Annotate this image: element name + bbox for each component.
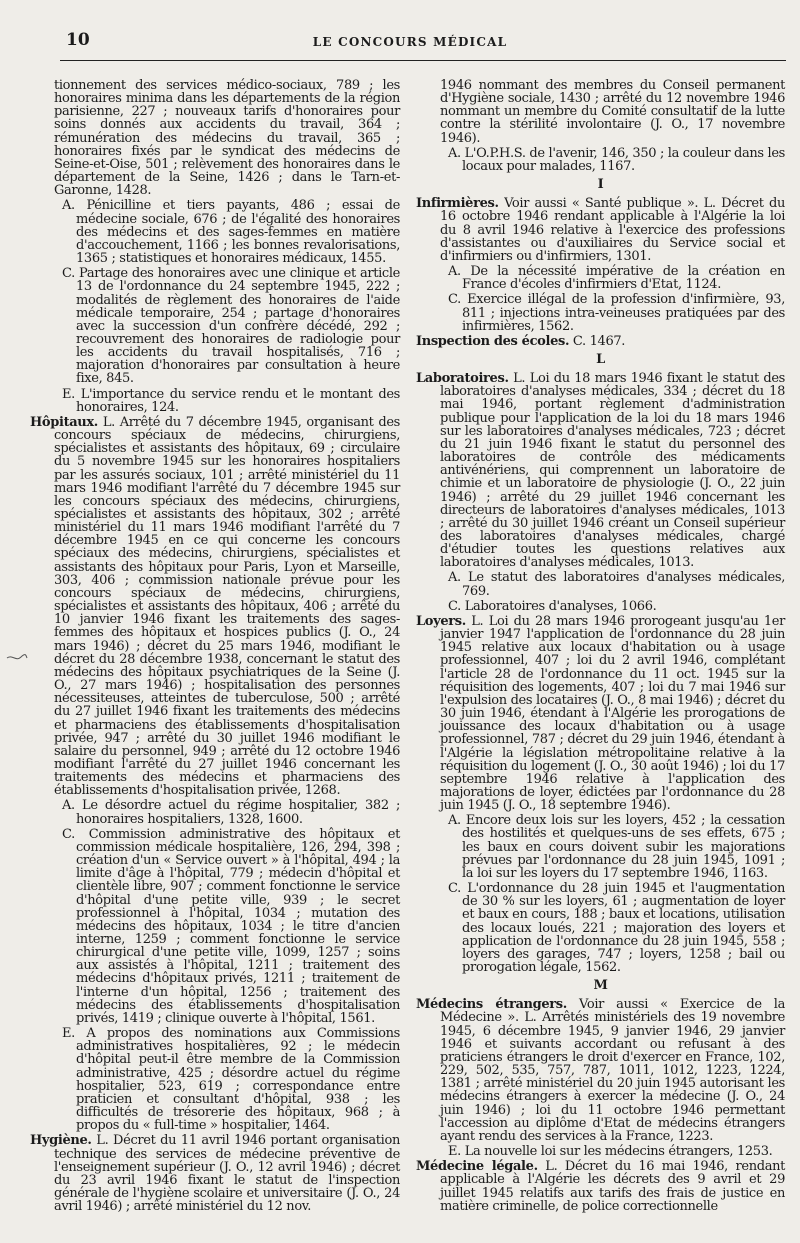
term-hygiene: Hygiène.: [30, 1133, 92, 1149]
hygiene-continuation: 1946 nommant des membres du Conseil permanent d'Hygiène sociale, 1430 ; arrêté du 12 novembre 1946 nommant un membre du Comité consultatif de la lutte contre la stérilité involontaire (J. O., 17 novembre 1946).: [440, 78, 785, 146]
term-inspection: Inspection des écoles.: [416, 333, 570, 349]
entry-inspection-ecoles: [416, 335, 785, 348]
loyers-legislation: L. Loi du 28 mars 1946 prorogeant jusqu'au 1er janvier 1947 l'application de l'ordonnance du 28 juin 1945 relative aux locaux d'habitation ou à usage professionnel, 407 ; loi du 2 avril 1946, complétant l'article 28 de l'ordonnance du 11 oct. 1945 sur la réquisition des logements, 407 ; loi du 7 mai 1946 sur l'expulsion des locataires (J. O., 8 mai 1946) ; décret du 30 juin 1946, étendant à l'Algérie les prorogations de jouissance des locaux d'habitation ou à usage professionnel, 787 ; décret du 29 juin 1946, étendant à l'Algérie la législation métropolitaine relative à la réquisition du logement (J. O., 30 août 1946) ; loi du 17 septembre 1946 relative à l'application des majorations de loyer, édictées par l'ordonnance du 28 juin 1945 (J. O., 18 septembre 1946).: [440, 613, 785, 814]
infirmieres-legislation: Voir aussi « Santé publique ». L. Décret du 16 octobre 1946 rendant applicable à l'Algérie la loi du 8 avril 1946 relative à l'exercice des professions d'assistantes ou d'auxiliaires du Service social et d'infirmiers ou d'infirmiers, 1301.: [440, 196, 785, 264]
medecins-etrangers-legislation: Voir aussi « Exercice de la Médecine ». L. Arrêtés ministériels des 19 novembre 1945, 6 décembre 1945, 9 janvier 1946, 29 janvier 1946 et suivants accordant ou refusant à des praticiens étrangers le droit d'exercer en France, 102, 229, 502, 535, 757, 787, 1011, 1012, 1223, 1224, 1381 ; arrêté ministériel du 20 juin 1945 autorisant les médecins étrangers à exercer la médecine (J. O., 24 juin 1946) ; loi du 11 octobre 1946 permettant l'accession au diplôme d'Etat de médecins étrangers ayant rendu des services à la France, 1223.: [440, 997, 786, 1144]
hygiene-legislation: L. Décret du 11 avril 1946 portant organisation technique des services de médecine préventive de l'enseignement supérieur (J. O., 12 avril 1946) ; décret du 23 avril 1946 fixant le statut de l'inspection générale de l'hygiène scolaire et universitaire (J. O., 24 avril 1946) ; arrêté ministériel du 12 nov.: [54, 1133, 400, 1215]
header-rule: [60, 60, 786, 61]
section-letter-m: M: [593, 978, 608, 994]
entry-hygiene: [30, 1134, 400, 1213]
entry-hopitaux: [30, 416, 400, 798]
section-letter-i: I: [597, 177, 604, 193]
loyers-articles: A. Encore deux lois sur les loyers, 452 ; la cessation des hostilités et quelques-uns de ses effets, 675 ; les baux en cours doivent subir les majorations prévues par l'ordonnance du 28 juin 1945, 1091 ; la loi sur les loyers du 17 septembre 1946, 1163.: [448, 813, 785, 881]
infirmieres-consultations: C. Exercice illégal de la profession d'infirmière, 93, 811 ; injections intra-veineuses pratiquées par des infirmières, 1562.: [448, 292, 785, 334]
honoraires-continuation: tionnement des services médico-sociaux, 789 ; les honoraires minima dans les départements de la région parisienne, 227 ; nouveaux tarifs d'honoraires pour soins donnés aux accidents du travail, 364 ; rémunération des médecins du travail, 365 ; honoraires fixés par le syndicat des médecins de Seine-et-Oise, 501 ; relèvement des honoraires dans le département de la Seine, 1426 ; dans le Tarn-et-Garonne, 1428.: [54, 78, 400, 199]
term-medecine-legale: Médecine légale.: [416, 1159, 538, 1175]
entry-medecins-etrangers: [416, 998, 785, 1143]
term-hopitaux: Hôpitaux.: [30, 414, 98, 430]
hopitaux-echos: E. A propos des nominations aux Commissions administratives hospitalières, 92 ; le médecin d'hôpital peut-il être membre de la Commission administrative, 425 ; désordre actuel du régime hospitalier, 523, 619 ; correspondance entre praticien et consultant d'hôpital, 938 ; les difficultés de trésorerie des hôpitaux, 968 ; à propos du « full-time » hospitalier, 1464.: [62, 1026, 400, 1134]
term-medecins-etrangers: Médecins étrangers.: [416, 997, 567, 1013]
inspection-text: C. 1467.: [569, 333, 626, 349]
medecine-legale-legislation: L. Décret du 16 mai 1946, rendant applicable à l'Algérie les décrets des 9 avril et 29 juillet 1945 relatifs aux tarifs des frais de justice en matière criminelle, de police correctionnelle: [440, 1159, 785, 1214]
hopitaux-articles: A. Le désordre actuel du régime hospitalier, 382 ; honoraires hospitaliers, 1328, 1600.: [62, 798, 400, 827]
margin-pencil-mark: [6, 650, 28, 664]
hopitaux-consultations: C. Commission administrative des hôpitaux et commission médicale hospitalière, 126, 294, 398 ; création d'un « Service ouvert » à l'hôpital, 494 ; la limite d'âge à l'hôpital, 779 ; médecin d'hôpital et clientèle libre, 907 ; comment fonctionne le service d'hôpital d'une petite ville, 939 ; le secret professionnel à l'hôpital, 1034 ; mutation des médecins des hôpitaux, 1034 ; le titre d'ancien interne, 1259 ; comment fonctionne le service chirurgical d'une petite ville, 1099, 1257 ; soins aux assistés à l'hôpital, 1211 ; traitement des médecins d'hôpitaux privés, 1211 ; traitement de l'interne d'un hôpital, 1256 ; traitement des médecins des établissements d'hospitalisation privés, 1419 ; clinique ouverte à l'hôpital, 1561.: [62, 826, 400, 1026]
term-laboratoires: Laboratoires.: [416, 371, 509, 387]
laboratoires-legislation: L. Loi du 18 mars 1946 fixant le statut des laboratoires d'analyses médicales, 334 ; décret du 18 mai 1946, portant règlement d'administration publique pour l'application de la loi du 18 mars 1946 sur les laboratoires d'analyses médicales, 723 ; décret du 21 juin 1946 fixant le statut du personnel des laboratoires de contrôle des médicaments antivénériens, qui comprennent un laboratoire de chimie et un laboratoire de physiologie (J. O., 22 juin 1946) ; arrêté du 29 juillet 1946 concernant les directeurs de laboratoires d'analyses médicales, 1013 ; arrêté du 30 juillet 1946 créant un Conseil supérieur des laboratoires d'analyses médicales, chargé d'étudier toutes les questions relatives aux laboratoires d'analyses médicales, 1013.: [440, 371, 785, 571]
loyers-consultations: C. L'ordonnance du 28 juin 1945 et l'augmentation de 30 % sur les loyers, 61 ; augmentation de loyer et baux en cours, 188 ; baux et locations, utilisation des locaux loués, 221 ; majoration des loyers et application de l'ordonnance du 28 juin 1945, 558 ; loyers des garages, 747 ; loyers, 1258 ; bail ou prorogation légale, 1562.: [448, 881, 785, 975]
honoraires-articles: A. Pénicilline et tiers payants, 486 ; essai de médecine sociale, 676 ; de l'égalité des honoraires des médecins et des sages-femmes en matière d'accouchement, 1166 ; les bonnes revalorisations, 1365 ; statistiques et honoraires médicaux, 1455.: [62, 198, 400, 267]
hygiene-articles: A. L'O.P.H.S. de l'avenir, 146, 350 ; la couleur dans les locaux pour malades, 1167.: [448, 145, 786, 174]
left-column: [30, 79, 400, 1215]
entry-infirmieres: [416, 197, 785, 263]
term-infirmieres: Infirmières.: [416, 196, 499, 212]
entry-laboratoires: [416, 372, 785, 569]
honoraires-consultations: C. Partage des honoraires avec une clinique et article 13 de l'ordonnance du 24 septembre 1945, 222 ; modalités de règlement des honoraires de l'aide médicale temporaire, 254 ; partage d'honoraires avec la succession d'un confrère décédé, 292 ; recouvrement des honoraires de radiologie pour les accidents du travail hospitalisés, 716 ; majoration d'honoraires par consultation à heure fixe, 845.: [62, 266, 400, 387]
hopitaux-legislation: L. Arrêté du 7 décembre 1945, organisant des concours spéciaux de médecins, chirurgiens, spécialistes et assistants des hôpitaux, 69 ; circulaire du 5 novembre 1945 sur les honoraires hospitaliers par les assurés sociaux, 101 ; arrêté ministériel du 11 mars 1946 modifiant l'arrêté du 7 décembre 1945 sur les concours spéciaux des médecins, chirurgiens, spécialistes et assistants des hôpitaux, 302 ; arrêté ministériel du 11 mars 1946 modifiant l'arrêté du 7 décembre 1945 en ce qui concerne les concours spéciaux des médecins, chirurgiens, spécialistes et assistants des hôpitaux pour Paris, Lyon et Marseille, 303, 406 ; commission nationale prévue pour les concours spéciaux de médecins, chirurgiens, spécialistes et assistants des hôpitaux, 406 ; arrêté du 10 janvier 1946 fixant les traitements des sages-femmes des hôpitaux et hospices publics (J. O., 24 mars 1946) ; décret du 25 mars 1946, modifiant le décret du 28 décembre 1938, concernant le statut des médecins des hôpitaux psychiatriques de la Seine (J. O., 27 mars 1946) ; hospitalisation des personnes nécessiteuses, atteintes de tuberculose, 500 ; arrêté du 27 juillet 1946 fixant les traitements des médecins et pharmaciens des établissements d'hospitalisation privée, 947 ; arrêté du 30 juillet 1946 modifiant le salaire du personnel, 949 ; arrêté du 12 octobre 1946 modifiant l'arrêté du 27 juillet 1946 concernant les traitements des médecins et pharmaciens des établissements d'hospitalisation privée, 1268.: [54, 414, 400, 799]
running-title: LE CONCOURS MÉDICAL: [312, 35, 508, 49]
term-loyers: Loyers.: [416, 613, 466, 629]
laboratoires-articles: A. Le statut des laboratoires d'analyses médicales, 769.: [448, 570, 785, 599]
section-letter-l: L: [596, 351, 605, 367]
medecins-etrangers-echos: E. La nouvelle loi sur les médecins étrangers, 1253.: [448, 1144, 773, 1160]
page-number: 10: [66, 30, 90, 50]
entry-loyers: [416, 615, 785, 812]
laboratoires-consultations: C. Laboratoires d'analyses, 1066.: [448, 598, 657, 614]
right-column: [416, 79, 785, 1215]
infirmieres-articles: A. De la nécessité impérative de la création en France d'écoles d'infirmiers d'Etat, 1124.: [448, 264, 785, 293]
entry-medecine-legale: [416, 1160, 785, 1213]
honoraires-echos: E. L'importance du service rendu et le montant des honoraires, 124.: [62, 386, 400, 415]
